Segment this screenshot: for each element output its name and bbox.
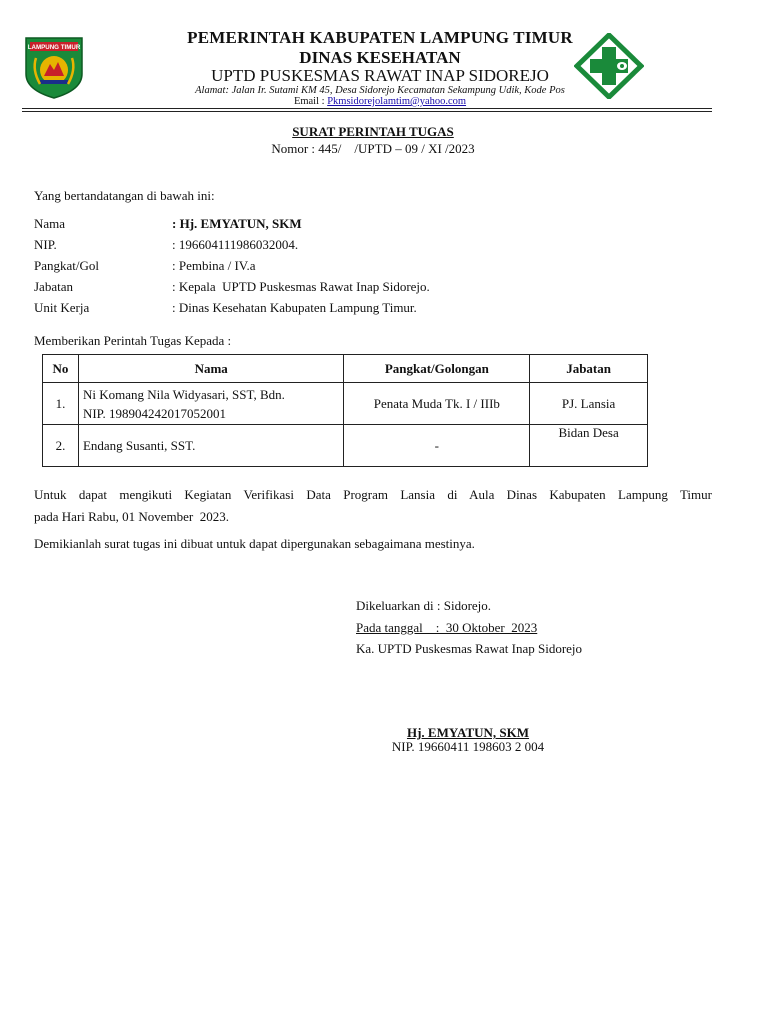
signer-title: Ka. UPTD Puskesmas Rawat Inap Sidorejo — [356, 641, 583, 656]
field-label: Unit Kerja — [34, 300, 90, 315]
field-label: NIP. — [34, 237, 57, 252]
column-header: Jabatan — [530, 355, 648, 383]
closing-text: Demikianlah surat tugas ini dibuat untuk dapat dipergunakan sebagaimana mestinya. — [34, 536, 475, 551]
kop-department: DINAS KESEHATAN — [299, 48, 461, 67]
table-row — [43, 425, 648, 467]
regency-crest-icon — [22, 36, 86, 100]
field-value: : Dinas Kesehatan Kabupaten Lampung Timur. — [172, 300, 417, 315]
cell-jabatan: Bidan Desa — [530, 425, 648, 467]
crest-label: LAMPUNG TIMUR — [27, 44, 81, 51]
column-header: Nama — [78, 355, 344, 383]
email-label: Email : — [293, 96, 325, 107]
puskesmas-cross-icon — [574, 33, 644, 99]
field-value: : Kepala UPTD Puskesmas Rawat Inap Sidorejo. — [172, 279, 430, 294]
person-nip: NIP. 198904242017052001 — [82, 405, 226, 421]
purpose-line-1: Untuk dapat mengikuti Kegiatan Verifikasi Data Program Lansia di Aula Dinas Kabupaten Lampung Timur — [34, 487, 712, 502]
field-label: Nama — [34, 216, 66, 231]
column-header: Pangkat/Golongan — [344, 355, 530, 383]
cell-nama — [78, 383, 344, 425]
cell-pangkat: - — [344, 425, 530, 467]
signer-name: Hj. EMYATUN, SKM — [406, 725, 530, 740]
signer-nip: NIP. 19660411 198603 2 004 — [391, 739, 545, 754]
cell-pangkat: Penata Muda Tk. I / IIIb — [344, 383, 530, 425]
field-value: : Hj. EMYATUN, SKM — [172, 216, 302, 231]
column-header: No — [43, 355, 79, 383]
person-name: Ni Komang Nila Widyasari, SST, Bdn. — [82, 386, 285, 402]
cell-nama: Endang Susanti, SST. — [78, 425, 344, 467]
field-label: Pangkat/Gol — [34, 258, 99, 273]
purpose-line-2: pada Hari Rabu, 01 November 2023. — [34, 509, 229, 524]
intro-text: Yang bertandatangan di bawah ini: — [34, 188, 215, 203]
field-value: : 196604111986032004. — [172, 237, 299, 252]
kop-address: Alamat: Jalan Ir. Sutami KM 45, Desa Sidorejo Kecamatan Sekampung Udik, Kode Pos — [195, 85, 565, 96]
header-divider — [22, 108, 712, 109]
cell-no: 1. — [43, 383, 79, 425]
cell-jabatan: PJ. Lansia — [530, 383, 648, 425]
letter-title: SURAT PERINTAH TUGAS — [292, 124, 454, 139]
table-header-row — [43, 355, 648, 383]
cell-no: 2. — [43, 425, 79, 467]
kop-government: PEMERINTAH KABUPATEN LAMPUNG TIMUR — [187, 28, 573, 47]
email-link[interactable]: Pkmsidorejolamtim@yahoo.com — [327, 96, 467, 107]
assign-intro: Memberikan Perintah Tugas Kepada : — [34, 333, 232, 348]
assignment-table — [42, 354, 648, 467]
table-row — [43, 383, 648, 425]
issued-date: Pada tanggal : 30 Oktober 2023 — [356, 620, 538, 635]
header-divider-thin — [22, 111, 712, 112]
issued-at: Dikeluarkan di : Sidorejo. — [356, 598, 492, 613]
field-label: Jabatan — [34, 279, 73, 294]
field-value: : Pembina / IV.a — [172, 258, 256, 273]
letter-number: Nomor : 445/ /UPTD – 09 / XI /2023 — [271, 141, 475, 156]
kop-unit: UPTD PUSKESMAS RAWAT INAP SIDOREJO — [211, 66, 549, 85]
